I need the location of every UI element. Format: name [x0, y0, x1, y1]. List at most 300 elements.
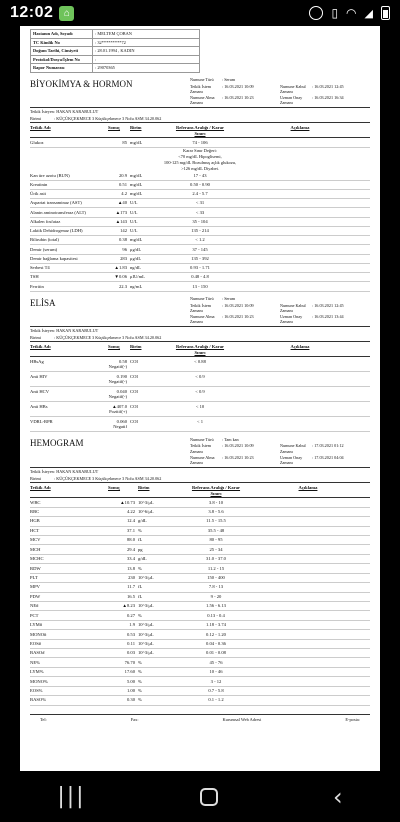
patient-info-label: Rapor Numarası [31, 64, 93, 73]
sample-meta-item [190, 302, 280, 314]
test-note [230, 219, 370, 225]
test-unit: μg/dL [130, 246, 142, 252]
results-header: Tetkik Adı Sonuç Birim Referans Aralığı / Karar Sınırı Açıklama [30, 483, 370, 498]
test-note [230, 256, 370, 262]
test-reference: 135 - 392 [191, 255, 209, 261]
test-unit: fL [138, 593, 143, 599]
test-name: NE% [30, 659, 40, 665]
test-name: Demir bağlama kapasitesi [30, 255, 78, 261]
test-unit: g/dL [138, 518, 147, 524]
result-row [30, 621, 370, 630]
meta-value [312, 437, 370, 442]
result-row [30, 527, 370, 536]
test-result: 0.190 Negatif(-) [108, 373, 127, 385]
test-result: 76.70 [124, 659, 135, 665]
test-result: 230 [128, 575, 135, 580]
test-note [246, 613, 370, 619]
test-result: 142 [120, 228, 127, 234]
test-reference: 3.8 - 5.6 [208, 509, 224, 515]
result-row [30, 545, 370, 554]
test-result: 88.0 [126, 537, 135, 543]
test-reference: < 0.9 [195, 388, 205, 394]
meta-value: : 16.03.2021 10:23 [222, 314, 254, 320]
test-result: 1.9 [129, 622, 135, 628]
test-name: MONO% [30, 678, 48, 684]
test-result: 0.53 [126, 631, 135, 637]
test-result: 0.38 [118, 237, 127, 243]
test-note [230, 200, 370, 206]
test-reference: 80 - 95 [209, 537, 223, 543]
test-name: Alanin aminotransferaz (ALT) [30, 209, 86, 215]
note-line: >126 mg/dL Diyabet. [181, 165, 219, 171]
lab-report-document[interactable] [20, 26, 380, 771]
result-row [30, 372, 370, 387]
sample-meta-item [190, 443, 280, 455]
patient-info-value: : [93, 55, 200, 64]
recents-button[interactable]: ||| [57, 784, 86, 809]
test-unit: % [138, 688, 142, 694]
meta-value: : Serum [222, 77, 236, 83]
note-line: 100-125 mg/dL Bozulmuş açlık glukozu, [163, 159, 237, 165]
test-result: 0.060 Negatif [113, 418, 127, 430]
result-row [30, 640, 370, 649]
result-row [30, 583, 370, 592]
test-result: 4.22 [126, 509, 135, 515]
test-reference: < 10 [195, 403, 205, 409]
result-row [30, 564, 370, 573]
meta-key: Tetkik İstem Zamanı [190, 302, 211, 313]
test-note [230, 182, 370, 188]
wifi-icon: ◠ [346, 6, 357, 20]
sample-meta-item [280, 83, 370, 95]
test-reference: 1.56 - 6.13 [206, 603, 226, 609]
result-row [30, 555, 370, 564]
test-name: LYM% [30, 669, 44, 675]
test-note [230, 191, 370, 197]
result-row [30, 696, 370, 705]
test-note [230, 210, 370, 216]
meta-value [312, 77, 370, 82]
test-note [230, 419, 370, 430]
test-name: Laktik Dehidrogenaz (LDH) [30, 228, 83, 234]
test-name: PDW [30, 593, 41, 599]
test-unit: % [138, 527, 142, 533]
meta-value: : 17.03.2021 01:12 [312, 443, 344, 449]
test-result: 16.5 [126, 593, 135, 599]
patient-info-row [31, 64, 200, 73]
unit-name: : KÜÇÜKÇEKMECE 3 Küçükçekmece 3 Nolu ASM 34.20.062 [54, 115, 162, 121]
test-note [246, 566, 370, 572]
alarm-icon [309, 6, 323, 20]
vibrate-icon: ▯ [331, 6, 339, 20]
test-name: Alkalen fosfataz [30, 218, 61, 224]
meta-value: : 17.03.2021 04:04 [312, 455, 344, 461]
test-result: ▲1.83 [114, 265, 127, 271]
meta-key: Numune Kabul Zamanı [280, 302, 306, 313]
test-name: MCH [30, 546, 41, 552]
status-bar [0, 0, 400, 26]
test-unit: mg/dL [130, 172, 143, 178]
sample-meta-item [280, 302, 370, 314]
test-result: 17.60 [124, 669, 135, 675]
meta-key: Numune Türü [190, 436, 214, 442]
test-unit: 10^6/μL [138, 509, 154, 515]
test-note [246, 518, 370, 524]
test-name: Anti HCV [30, 388, 50, 394]
test-result: 33.4 [126, 556, 135, 562]
test-name: Kan üre azotu (BUN) [30, 172, 70, 178]
test-name: HCT [30, 527, 40, 533]
battery-icon [381, 6, 390, 20]
patient-info-label: Doğum Tarihi, Cinsiyeti [31, 47, 93, 56]
test-reference: 0.1 - 1.2 [208, 697, 224, 703]
patient-info-row [31, 47, 200, 56]
test-unit: pg [138, 546, 143, 552]
result-row [30, 255, 370, 264]
test-reference: 3 - 12 [210, 678, 222, 684]
test-note [230, 237, 370, 243]
test-reference: 0.12 - 1.20 [206, 631, 226, 637]
patient-info-row [31, 30, 200, 39]
test-result: ▲143 [115, 218, 127, 224]
test-name: RBC [30, 509, 40, 515]
patient-info-value: : MELTEM ÇOBAN [93, 30, 200, 39]
test-reference: 35 - 104 [192, 218, 208, 224]
test-name: MCV [30, 537, 41, 543]
test-name: EOS# [30, 640, 41, 646]
test-result: 22.3 [118, 283, 127, 289]
sample-meta-item [190, 314, 280, 326]
test-reference: 11.5 - 15.5 [206, 518, 226, 524]
test-name: MPV [30, 584, 40, 590]
section-title: BİYOKİMYA & HORMON [30, 78, 133, 89]
test-unit: 10^3/μL [138, 640, 154, 646]
meta-key [280, 296, 312, 301]
unit-name: : KÜÇÜKÇEKMECE 3 Küçükçekmece 3 Nolu ASM 34.20.062 [54, 334, 162, 340]
test-result: ▲173 [115, 209, 127, 215]
test-reference: 17 - 43 [193, 172, 207, 178]
clock: 12:02 [10, 4, 54, 21]
result-row [30, 593, 370, 602]
sample-meta-item [280, 443, 370, 455]
meta-key: Numune Kabul Zamanı [280, 443, 306, 454]
meta-key: Numune Alma Zamanı [190, 95, 215, 106]
test-name: Anti HIV [30, 373, 48, 379]
test-note [246, 632, 370, 638]
test-unit: ng/mL [130, 283, 143, 289]
test-name: Anti HBs [30, 403, 48, 409]
test-reference: < 1 [196, 418, 204, 424]
test-unit: mg/dL [130, 181, 143, 187]
test-reference: 0.50 - 0.90 [190, 181, 210, 187]
result-row [30, 245, 370, 254]
test-reference: 45 - 76 [209, 659, 223, 665]
test-reference: 0.04 - 0.36 [206, 640, 226, 646]
test-result: 0.30 [126, 697, 135, 703]
result-row [30, 402, 370, 417]
meta-key: Numune Türü [190, 77, 214, 83]
test-note [230, 359, 370, 370]
sample-meta-item [190, 454, 280, 466]
test-name: Ferritin [30, 283, 44, 289]
result-row [30, 282, 370, 291]
test-name: MCHC [30, 556, 44, 562]
test-reference: < 0.88 [194, 358, 206, 364]
test-unit: mg/dL [130, 237, 143, 243]
patient-info-row [31, 55, 200, 64]
test-unit: μg/dL [130, 255, 142, 261]
test-name: Aspartat transaminaz (AST) [30, 200, 82, 206]
test-note [230, 389, 370, 400]
test-result: 0.58 Negatif(-) [108, 358, 127, 370]
test-unit: mg/dL [130, 191, 143, 197]
test-note [230, 274, 370, 280]
biochem-section: BİYOKİMYA & HORMON Numune Türü : Serum Tetkik İstem Zamanı : 16.03.2021 10:09 Numune Kabul Zamanı : 16.03.2021 12:45 Numune Alma Zamanı : 16.03.2021 10:23 Uzman Onay Zamanı : 16.03.2021 16:34 Tetkik İsteyen : HAKAN KARABULUT Birimi : KÜÇÜKÇEKMECE 3 Küçükçekmece 3 Nolu ASM 34.20.062 Tetkik Adı Sonuç Birim Referans Aralığı / Karar Sınırı Açıklama Glukoz 85 mg/dL 74 - 106 Karar Sınır Değeri: <70 mg/dL Hipoglisemi, 100-125 mg/dL Bozulmuş açlık glukozu, >126 mg/dL Diyabet. Kan üre azotu (BUN) 20.9 mg/dL 17 - 43 Kreatinin 0.51 mg/dL 0.50 - 0.90 Ürik asit 4.2 mg/dL 2.4 - 5.7 Aspartat transaminaz (AST) ▲40 U/L < 31 Alanin aminotransferaz (ALT) ▲173 U/L < 33 Alkalen fosfataz ▲143 U/L 35 - 104 Laktik Dehidrogenaz (LDH) 142 U/L 135 - 214 Bilirubin (total) 0.38 mg/dL < 1.2 Demir (serum) 96 μg/dL 37 - 145 Demir bağlama kapasitesi 283 μg/dL 135 - 392 Serbest T4 ▲1.83 ng/dL 0.93 - 1.71 TSH ▼0.06 μIU/mL 0.48 - 4.8 Ferritin 22.3 ng/mL 13 - 150 [30, 77, 370, 292]
test-name: RDW [30, 565, 41, 571]
test-name: Bilirubin (total) [30, 237, 59, 243]
test-result: 29.4 [126, 546, 135, 552]
patient-info-value: : 28.01.1994 , KADIN [93, 47, 200, 56]
back-button[interactable]: ‹ [333, 782, 343, 811]
test-result: 0.51 [118, 181, 127, 187]
test-result: ▼0.06 [114, 274, 127, 280]
test-reference: 0.48 - 4.8 [191, 274, 209, 280]
meta-value [312, 296, 370, 301]
test-unit: fL [138, 584, 143, 590]
test-note [246, 650, 370, 656]
test-note [230, 284, 370, 290]
patient-info-label: Hastanın Adı, Soyadı [31, 30, 93, 39]
test-result: 5.00 [126, 678, 135, 684]
test-note [230, 173, 370, 179]
test-result: 96 [122, 246, 127, 252]
test-result: 4.2 [121, 191, 127, 197]
meta-value: : 16.03.2021 10:09 [222, 443, 254, 449]
test-unit: % [138, 612, 142, 618]
test-name: BASO# [30, 650, 45, 656]
test-unit: μIU/mL [130, 274, 145, 280]
test-reference: 9 - 20 [210, 593, 222, 599]
test-unit: 10^3/μL [138, 575, 154, 580]
meta-key [280, 77, 312, 82]
glucose-decision-note [30, 148, 370, 172]
test-note [246, 556, 370, 562]
test-note [230, 228, 370, 234]
result-row [30, 236, 370, 245]
results-header: Tetkik Adı Sonuç Birim Referans Aralığı / Karar Sınırı Açıklama [30, 123, 370, 138]
test-result: 0.27 [126, 612, 135, 618]
test-name: LYM# [30, 622, 43, 628]
test-name: HBsAg [30, 358, 44, 364]
test-reference: < 0.9 [195, 373, 205, 379]
test-note [246, 594, 370, 600]
test-reference: 7.8 - 13 [208, 584, 224, 590]
test-result: ▲8.23 [122, 603, 135, 609]
result-row [30, 357, 370, 372]
test-note [246, 509, 370, 515]
test-note [246, 575, 370, 581]
meta-key: Uzman Onay Zamanı [280, 95, 303, 106]
test-note [230, 265, 370, 271]
test-name: PCT [30, 612, 39, 618]
test-note [230, 247, 370, 253]
test-reference: 31.0 - 37.0 [206, 556, 226, 562]
patient-info-row [31, 38, 200, 47]
test-reference: 0.01 - 0.08 [206, 650, 226, 656]
result-row [30, 630, 370, 639]
test-unit: fL [138, 537, 143, 543]
sample-meta-item [190, 95, 280, 107]
test-reference: 135 - 214 [191, 228, 209, 234]
test-note [246, 528, 370, 534]
test-note [246, 660, 370, 666]
result-row [30, 387, 370, 402]
result-row [30, 658, 370, 667]
test-result: 1.00 [126, 688, 135, 694]
test-unit: 10^3/μL [138, 631, 154, 637]
sample-meta-item [190, 83, 280, 95]
test-note [230, 404, 370, 415]
requesting-doctor: : HAKAN KARABULUT [54, 328, 99, 334]
meta-key: Numune Türü [190, 296, 214, 302]
test-unit: COI [130, 403, 138, 409]
patient-info-value: : 32*********72 [93, 38, 200, 47]
test-unit: 10^3/μL [138, 499, 154, 505]
test-unit: % [138, 669, 142, 675]
test-name: NE# [30, 603, 39, 609]
test-unit: COI [130, 358, 138, 364]
patient-info-value: : 29070365 [93, 64, 200, 73]
result-row [30, 508, 370, 517]
test-unit: U/L [130, 200, 138, 206]
test-reference: 3.8 - 10 [208, 499, 224, 505]
result-row [30, 574, 370, 583]
sample-meta-item [280, 454, 370, 466]
test-name: EOS% [30, 688, 43, 694]
test-unit: U/L [130, 209, 138, 215]
test-note [246, 669, 370, 675]
health-app-icon: ⌂ [59, 6, 74, 21]
test-name: HGB [30, 518, 40, 524]
test-reference: 0.7 - 5.8 [208, 688, 224, 694]
result-row [30, 498, 370, 507]
test-reference: 0.13 - 0.4 [207, 612, 225, 618]
test-result: 0.11 [127, 640, 135, 646]
test-result: 0.03 [126, 650, 135, 656]
test-name: MONO# [30, 631, 47, 637]
result-row [30, 611, 370, 620]
elisa-section: ELİSA Numune Türü : Serum Tetkik İstem Zamanı : 16.03.2021 10:09 Numune Kabul Zamanı : 16.03.2021 12:45 Numune Alma Zamanı : 16.03.2021 10:23 Uzman Onay Zamanı : 16.03.2021 13:44 Tetkik İsteyen : HAKAN KARABULUT Birimi : KÜÇÜKÇEKMECE 3 Küçükçekmece 3 Nolu ASM 34.20.062 Tetkik Adı Sonuç Birim Referans Aralığı / Karar Sınırı Açıklama HBsAg 0.58 Negatif(-) COI < 0.88 Anti HIV 0.190 Negatif(-) COI < 0.9 Anti HCV 0.040 Negatif(-) COI < 0.9 Anti HBs ▲407.0 Pozitif(+) COI < 10 VDRL-RPR 0.060 Negatif COI < 1 [30, 296, 370, 433]
result-row [30, 218, 370, 227]
test-note [246, 584, 370, 590]
test-reference: 1.18 - 3.74 [206, 622, 226, 628]
android-nav-bar [0, 771, 400, 822]
section-title: HEMOGRAM [30, 438, 84, 449]
results-header: Tetkik Adı Sonuç Birim Referans Aralığı / Karar Sınırı Açıklama [30, 342, 370, 357]
test-unit: COI [130, 373, 138, 379]
meta-value: : Tam kan [222, 436, 239, 442]
meta-key: Numune Alma Zamanı [190, 455, 215, 466]
test-reference: 13 - 150 [192, 283, 208, 289]
test-note [246, 679, 370, 685]
meta-key: Tetkik İstem Zamanı [190, 443, 211, 454]
meta-value: : 16.03.2021 10:09 [222, 83, 254, 89]
meta-value: : 16.03.2021 12:45 [312, 83, 344, 89]
result-row [30, 171, 370, 180]
meta-value: : 16.03.2021 13:44 [312, 314, 344, 320]
result-row [30, 264, 370, 273]
meta-key: Uzman Onay Zamanı [280, 455, 303, 466]
meta-value: : 16.03.2021 16:34 [312, 95, 344, 101]
test-reference: 0.93 - 1.71 [190, 265, 210, 271]
test-reference: 10 - 46 [209, 669, 223, 675]
test-reference: 37 - 145 [192, 246, 208, 252]
result-row [30, 190, 370, 199]
meta-key: Uzman Onay Zamanı [280, 314, 303, 325]
test-unit: ng/dL [130, 265, 141, 271]
patient-info-label: Protokol/Dosya/İşlem No [31, 55, 93, 64]
test-name: PLT [30, 575, 38, 580]
result-row [30, 687, 370, 696]
test-result: ▲40 [117, 200, 127, 206]
test-unit: 10^3/μL [138, 650, 154, 656]
test-reference: 35.5 - 48 [207, 527, 225, 533]
result-row [30, 199, 370, 208]
test-note [246, 688, 370, 694]
result-row [30, 517, 370, 526]
test-result: 11.7 [127, 584, 135, 590]
meta-value: : Serum [222, 296, 236, 302]
requesting-doctor: : HAKAN KARABULUT [54, 468, 99, 474]
hemogram-section: HEMOGRAM Numune Türü : Tam kan Tetkik İstem Zamanı : 16.03.2021 10:09 Numune Kabul Zamanı : 17.03.2021 01:12 Numune Alma Zamanı : 16.03.2021 10:23 Uzman Onay Zamanı : 17.03.2021 04:04 Tetkik İsteyen : HAKAN KARABULUT Birimi : KÜÇÜKÇEKMECE 3 Küçükçekmece 3 Nolu ASM 34.20.062 Tetkik Adı Sonuç Birim Referans Aralığı / Karar Sınırı Açıklama WBC ▲10.73 10^3/μL 3.8 - 10 RBC 4.22 10^6/μL 3.8 - 5.6 HGB 12.4 g/dL 11.5 - 15.5 HCT 37.1 % 35.5 - 48 MCV 88.0 fL 80 - 95 MCH 29.4 pg 25 - 34 MCHC 33.4 g/dL 31.0 - 37.0 RDW 13.8 % 11.2 - 15 PLT 230 10^3/μL 150 - 400 MPV 11.7 fL 7.8 - 13 PDW 16.5 fL 9 - 20 NE# ▲8.23 10^3/μL 1.56 - 6.13 PCT 0.27 % 0.13 - 0.4 LYM# 1.9 10^3/μL 1.18 - 3.74 MONO# 0.53 10^3/μL 0.12 - 1.20 EOS# 0.11 10^3/μL 0.04 - 0.36 BASO# 0.03 10^3/μL 0.01 - 0.08 NE% 76.70 % 45 - 76 LYM% 17.60 % 10 - 46 MONO% 5.00 % 3 - 12 EOS% 1.00 % 0.7 - 5.8 BASO% 0.30 % 0.1 - 1.2 [30, 436, 370, 705]
status-icons [309, 6, 390, 20]
meta-value: : 16.03.2021 10:23 [222, 95, 254, 101]
test-reference: < 33 [195, 209, 205, 215]
test-reference: 11.2 - 15 [207, 565, 225, 571]
test-name: Demir (serum) [30, 246, 58, 252]
test-note [246, 537, 370, 543]
test-unit: 10^3/μL [138, 622, 154, 628]
home-button[interactable] [200, 788, 218, 806]
meta-key: Tetkik İstem Zamanı [190, 83, 211, 94]
test-unit: 10^3/μL [138, 603, 154, 609]
test-result: 0.040 Negatif(-) [108, 388, 127, 400]
test-unit: U/L [130, 228, 138, 234]
meta-value: : 16.03.2021 10:09 [222, 302, 254, 308]
test-result: 37.1 [126, 527, 135, 533]
test-unit: COI [130, 418, 138, 424]
meta-key: Numune Kabul Zamanı [280, 83, 306, 94]
test-note [246, 697, 370, 703]
result-row [30, 417, 370, 432]
test-name: WBC [30, 499, 41, 505]
test-result: 20.9 [118, 172, 127, 178]
note-line: Karar Sınır Değeri: [183, 147, 217, 153]
signal-icon: ◢ [364, 7, 373, 20]
result-row [30, 181, 370, 190]
test-name: TSH [30, 274, 39, 280]
result-row [30, 208, 370, 217]
meta-value: : 16.03.2021 10:23 [222, 455, 254, 461]
test-reference: 2.4 - 5.7 [192, 191, 208, 197]
result-row [30, 536, 370, 545]
report-footer: Tel: Fax: Kurumsal Web Adresi E-posta: [30, 714, 370, 725]
note-line: <70 mg/dL Hipoglisemi, [178, 153, 222, 159]
test-unit: g/dL [138, 556, 147, 562]
sample-meta-item [280, 95, 370, 107]
test-unit: COI [130, 388, 138, 394]
sample-meta-item [280, 314, 370, 326]
